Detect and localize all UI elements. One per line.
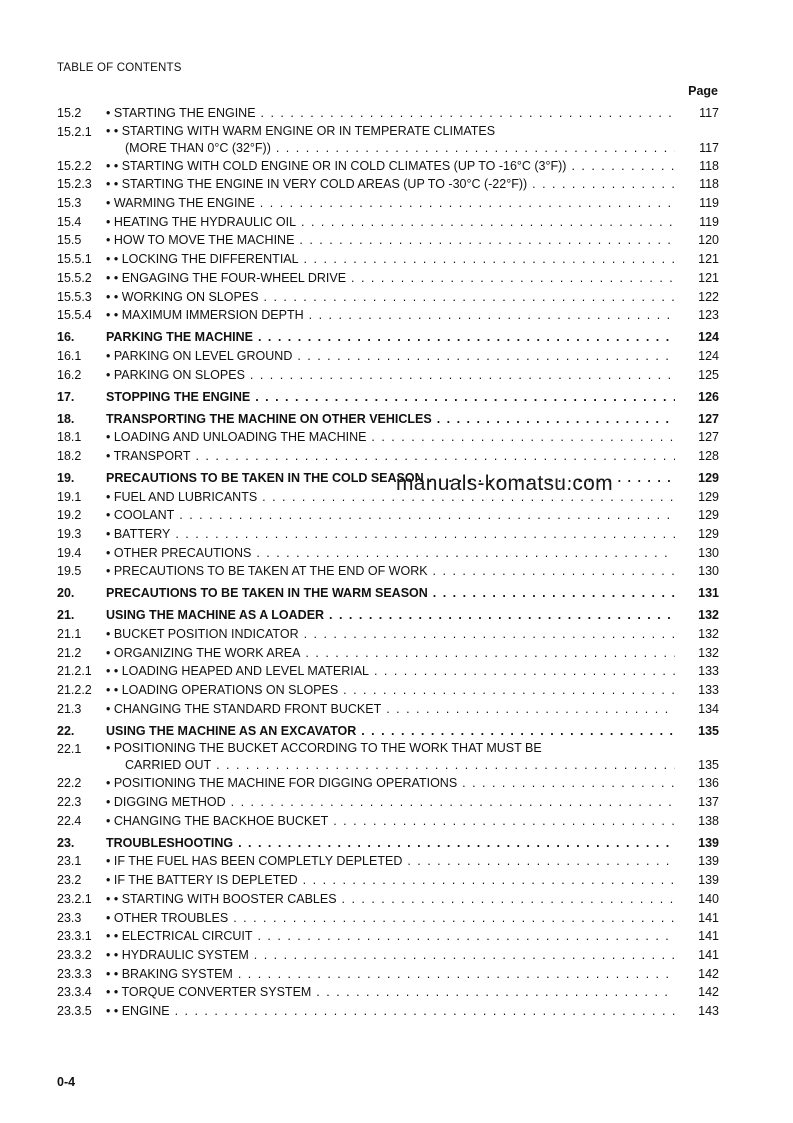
toc-title-box (106, 700, 675, 719)
toc-title-line (106, 388, 675, 407)
toc-title: • POSITIONING THE BUCKET ACCORDING TO THE WORK THAT MUST BE (106, 741, 542, 756)
toc-row[interactable] (57, 347, 719, 366)
toc-title-line (106, 194, 675, 213)
toc-row[interactable] (57, 428, 719, 447)
toc-title-box (106, 506, 675, 525)
toc-section-number: 19.1 (57, 489, 82, 504)
watermark: manuals-komatsu.com (396, 472, 613, 495)
toc-title-box (106, 157, 675, 176)
toc-row[interactable] (57, 774, 719, 793)
toc-section-number: 21.2.2 (57, 683, 92, 698)
toc-section-number: 23.2.1 (57, 891, 92, 906)
toc-row[interactable] (57, 544, 719, 563)
toc-page-number: 142 (698, 966, 719, 981)
toc-section-number: 15.3 (57, 196, 82, 211)
toc-section-number: 19.2 (57, 508, 82, 523)
toc-page-number: 123 (698, 308, 719, 323)
toc-title-line (106, 104, 675, 123)
toc-title-line (106, 213, 675, 232)
toc-title-line (106, 774, 675, 793)
toc-title-box (106, 544, 675, 563)
toc-row[interactable] (57, 288, 719, 307)
toc-title-box (106, 306, 675, 325)
toc-row[interactable] (57, 447, 719, 466)
toc-section-number: 22.3 (57, 795, 82, 810)
toc-title-line (106, 834, 675, 853)
toc-row[interactable] (57, 562, 719, 581)
toc-title-line2: CARRIED OUT (125, 758, 212, 773)
toc-title-line (106, 428, 675, 447)
toc-title-box (106, 388, 675, 407)
toc-section-number: 23.2 (57, 873, 82, 888)
page-column-label: Page (688, 84, 718, 98)
toc-title: • PARKING ON SLOPES (106, 367, 245, 382)
toc-title-line (106, 644, 675, 663)
toc-title-line (106, 946, 675, 965)
toc-title-line (106, 606, 675, 625)
toc-row[interactable] (57, 194, 719, 213)
toc-section-row[interactable] (57, 584, 719, 603)
toc-section-number: 15.5.2 (57, 270, 92, 285)
toc-page-number: 121 (698, 270, 719, 285)
toc-title-box (106, 194, 675, 213)
toc-title-line (106, 562, 675, 581)
toc-title: • POSITIONING THE MACHINE FOR DIGGING OPERATIONS (106, 776, 458, 791)
toc-title-line (106, 157, 675, 176)
toc-section-number: 23.3.3 (57, 966, 92, 981)
toc-title: TROUBLESHOOTING (106, 835, 234, 850)
toc-section-number: 15.4 (57, 214, 82, 229)
toc-title: PARKING THE MACHINE (106, 330, 253, 345)
toc-title: • • STARTING WITH COLD ENGINE OR IN COLD CLIMATES (UP TO -16°C (3°F)) (106, 158, 567, 173)
toc-title: • • MAXIMUM IMMERSION DEPTH (106, 308, 304, 323)
toc-title-box (106, 606, 675, 625)
toc-title: • DIGGING METHOD (106, 795, 226, 810)
toc-row[interactable] (57, 1002, 719, 1021)
toc-section-number: 23.3.1 (57, 929, 92, 944)
toc-page-number: 120 (698, 233, 719, 248)
toc-title-box (106, 447, 675, 466)
toc-page-number: 133 (698, 664, 719, 679)
toc-title-box (106, 983, 675, 1002)
toc-title: PRECAUTIONS TO BE TAKEN IN THE COLD SEASON (106, 470, 424, 485)
toc-title-line (106, 793, 675, 812)
toc-title-box (106, 123, 675, 157)
toc-title: • • HYDRAULIC SYSTEM (106, 947, 249, 962)
toc-row[interactable] (57, 965, 719, 984)
toc-title-line (106, 506, 675, 525)
toc-title-line (106, 722, 675, 741)
toc-section-row[interactable] (57, 606, 719, 625)
toc-section-number: 15.5 (57, 233, 82, 248)
toc-title-box (106, 965, 675, 984)
toc-page-number: 132 (698, 608, 719, 623)
toc-title-box (106, 250, 675, 269)
toc-title-line (106, 662, 675, 681)
toc-title-line (106, 890, 675, 909)
toc-row[interactable] (57, 927, 719, 946)
toc-page-number: 142 (698, 985, 719, 1000)
toc-row[interactable] (57, 871, 719, 890)
toc-page-number: 117 (699, 106, 719, 120)
toc-page-number: 137 (698, 795, 719, 810)
toc-section-number: 15.2.2 (57, 158, 92, 173)
toc-page-number: 126 (698, 389, 719, 404)
toc-section-number: 23.3.5 (57, 1003, 92, 1018)
toc-row[interactable] (57, 740, 719, 774)
toc-section-number: 18. (57, 411, 75, 426)
toc-title-line (106, 700, 675, 719)
toc-section-number: 22.2 (57, 776, 82, 791)
toc-title: • • BRAKING SYSTEM (106, 966, 233, 981)
toc-section-row[interactable] (57, 469, 719, 488)
toc-title: • CHANGING THE STANDARD FRONT BUCKET (106, 701, 382, 716)
toc-title-line (106, 306, 675, 325)
toc-section-number: 19.4 (57, 545, 82, 560)
toc-page-number: 119 (699, 196, 719, 211)
toc-page-number: 141 (698, 910, 719, 925)
toc-section-number: 15.5.4 (57, 308, 92, 323)
toc-title-box (106, 662, 675, 681)
toc-title-line (106, 965, 675, 984)
toc-section-row[interactable] (57, 722, 719, 741)
toc-page-number: 128 (698, 448, 719, 463)
toc-row[interactable] (57, 269, 719, 288)
toc-section-number: 23.3.4 (57, 985, 92, 1000)
toc-row[interactable] (57, 157, 719, 176)
toc-page-number: 127 (698, 430, 719, 445)
toc-title-continuation (106, 756, 675, 774)
toc-row[interactable] (57, 700, 719, 719)
toc-row[interactable] (57, 231, 719, 250)
toc-title-box (106, 871, 675, 890)
toc-title: USING THE MACHINE AS AN EXCAVATOR (106, 723, 357, 738)
toc-title-box (106, 584, 675, 603)
toc-title-line (106, 525, 675, 544)
toc-title-box (106, 410, 675, 429)
toc-title-line (106, 681, 675, 700)
toc-page-number: 139 (698, 835, 719, 850)
footer-page-number: 0-4 (57, 1075, 76, 1089)
toc-title: • • STARTING THE ENGINE IN VERY COLD AREAS (UP TO -30°C (-22°F)) (106, 177, 528, 192)
toc-title-box (106, 269, 675, 288)
toc-section-number: 22. (57, 723, 75, 738)
toc-title-line (106, 269, 675, 288)
toc-title-box (106, 328, 675, 347)
toc-title: • • WORKING ON SLOPES (106, 289, 259, 304)
toc-section-number: 18.2 (57, 448, 82, 463)
toc-title-line (106, 175, 675, 194)
toc-section-number: 17. (57, 389, 75, 404)
toc-title-line (106, 347, 675, 366)
toc-title: • WARMING THE ENGINE (106, 196, 255, 211)
toc-title: • OTHER PRECAUTIONS (106, 545, 252, 560)
toc-section-number: 21. (57, 608, 75, 623)
toc-page-number: 130 (698, 545, 719, 560)
toc-section-number: 22.1 (57, 742, 82, 757)
toc-page-number: 140 (698, 891, 719, 906)
toc-section-number: 21.3 (57, 701, 82, 716)
toc-title-line (106, 852, 675, 871)
toc-page-number: 139 (698, 854, 719, 869)
toc-title-line (106, 250, 675, 269)
toc-title-box (106, 852, 675, 871)
toc-title: • IF THE BATTERY IS DEPLETED (106, 873, 298, 888)
toc-title: • • LOADING HEAPED AND LEVEL MATERIAL (106, 664, 369, 679)
toc-page-number: 118 (699, 158, 719, 173)
toc-section-number: 15.5.1 (57, 252, 92, 267)
toc-page-number: 135 (698, 758, 719, 773)
toc-title-box (106, 525, 675, 544)
toc-section-row[interactable] (57, 410, 719, 429)
toc-page-number: 138 (698, 813, 719, 828)
toc-section-number: 16.2 (57, 367, 82, 382)
toc-page-number: 141 (698, 947, 719, 962)
toc-row[interactable] (57, 852, 719, 871)
toc-title: • PARKING ON LEVEL GROUND (106, 348, 293, 363)
toc-section-number: 21.2 (57, 645, 82, 660)
toc-row[interactable] (57, 250, 719, 269)
toc-row[interactable] (57, 793, 719, 812)
toc-title: • • STARTING WITH BOOSTER CABLES (106, 891, 337, 906)
toc-section-number: 15.5.3 (57, 289, 92, 304)
toc-title-line (106, 544, 675, 563)
toc-section-number: 18.1 (57, 430, 82, 445)
toc-title-box (106, 213, 675, 232)
toc-page-number: 118 (699, 177, 719, 192)
toc-page-number: 129 (698, 470, 719, 485)
toc-title-line (106, 231, 675, 250)
toc-row[interactable] (57, 306, 719, 325)
toc-title-box (106, 793, 675, 812)
toc-title-box (106, 175, 675, 194)
toc-title-box (106, 366, 675, 385)
toc-title: • • ENGAGING THE FOUR-WHEEL DRIVE (106, 270, 347, 285)
toc-title: • • TORQUE CONVERTER SYSTEM (106, 985, 312, 1000)
toc-row[interactable] (57, 104, 719, 123)
toc-page-number: 117 (699, 140, 719, 155)
toc-section-number: 15.2.3 (57, 177, 92, 192)
toc-row[interactable] (57, 890, 719, 909)
toc-row[interactable] (57, 983, 719, 1002)
toc-section-row[interactable] (57, 388, 719, 407)
toc-title-box (106, 104, 675, 123)
toc-page-number: 129 (698, 508, 719, 523)
toc-page-number: 119 (699, 214, 719, 229)
toc-title-box (106, 625, 675, 644)
toc-page-number: 132 (698, 626, 719, 641)
toc-section-number: 16.1 (57, 348, 82, 363)
toc-row[interactable] (57, 644, 719, 663)
toc-title: • IF THE FUEL HAS BEEN COMPLETLY DEPLETED (106, 854, 403, 869)
toc-title-line (106, 288, 675, 307)
toc-page-number: 122 (698, 289, 719, 304)
toc-title: • LOADING AND UNLOADING THE MACHINE (106, 430, 367, 445)
toc-title-box (106, 890, 675, 909)
toc-page-number: 121 (698, 252, 719, 267)
toc-title-line (106, 927, 675, 946)
toc-page-number: 139 (698, 873, 719, 888)
toc-title-line (106, 410, 675, 429)
toc-title: • OTHER TROUBLES (106, 910, 229, 925)
toc-title: • • ELECTRICAL CIRCUIT (106, 929, 253, 944)
toc-title-line (106, 366, 675, 385)
toc-row[interactable] (57, 625, 719, 644)
toc-section-number: 20. (57, 586, 75, 601)
toc-section-number: 15.2.1 (57, 124, 92, 139)
toc-section-number: 16. (57, 330, 75, 345)
toc-title: USING THE MACHINE AS A LOADER (106, 608, 325, 623)
toc-title: • HOW TO MOVE THE MACHINE (106, 233, 295, 248)
toc-section-number: 23. (57, 835, 75, 850)
toc-row[interactable] (57, 909, 719, 928)
toc-title: PRECAUTIONS TO BE TAKEN IN THE WARM SEASON (106, 586, 428, 601)
toc-title: • PRECAUTIONS TO BE TAKEN AT THE END OF WORK (106, 564, 428, 579)
toc-title: • ORGANIZING THE WORK AREA (106, 645, 301, 660)
toc-title: • • LOADING OPERATIONS ON SLOPES (106, 683, 339, 698)
toc-page-number: 127 (698, 411, 719, 426)
toc-row[interactable] (57, 662, 719, 681)
toc-title: • FUEL AND LUBRICANTS (106, 489, 258, 504)
toc-title-box (106, 231, 675, 250)
toc-title: • TRANSPORT (106, 448, 191, 463)
toc-page-number: 130 (698, 564, 719, 579)
toc-section-number: 23.1 (57, 854, 82, 869)
toc-title-box (106, 347, 675, 366)
toc-page-number: 131 (698, 586, 719, 601)
toc-section-number: 23.3 (57, 910, 82, 925)
toc-row[interactable] (57, 946, 719, 965)
toc-page-number: 132 (698, 645, 719, 660)
toc-row[interactable] (57, 525, 719, 544)
toc-section-number: 22.4 (57, 813, 82, 828)
toc-row[interactable] (57, 681, 719, 700)
toc-title: • • ENGINE (106, 1003, 170, 1018)
toc-section-number: 15.2 (57, 106, 82, 120)
toc-title-line (106, 625, 675, 644)
toc-title-box (106, 946, 675, 965)
toc-title-line (106, 871, 675, 890)
toc-page-number: 124 (698, 348, 719, 363)
toc-title: • • STARTING WITH WARM ENGINE OR IN TEMPERATE CLIMATES (106, 123, 496, 138)
toc-title: • STARTING THE ENGINE (106, 106, 256, 120)
toc-section-number: 21.2.1 (57, 664, 92, 679)
toc-title-box (106, 562, 675, 581)
toc-row[interactable] (57, 812, 719, 831)
toc-title-box (106, 812, 675, 831)
toc-row[interactable] (57, 488, 719, 507)
toc-section-number: 19.5 (57, 564, 82, 579)
toc-title: TRANSPORTING THE MACHINE ON OTHER VEHICLES (106, 411, 432, 426)
toc-title-line (106, 584, 675, 603)
toc-heading: TABLE OF CONTENTS (57, 62, 182, 74)
toc-title: STOPPING THE ENGINE (106, 389, 251, 404)
toc-page-number: 129 (698, 526, 719, 541)
toc-row[interactable] (57, 506, 719, 525)
toc-section-number: 19. (57, 470, 75, 485)
toc-section-number: 23.3.2 (57, 947, 92, 962)
toc-title-line (106, 1002, 675, 1021)
toc-page-number: 136 (698, 776, 719, 791)
toc-row[interactable] (57, 366, 719, 385)
toc-title-continuation (106, 139, 675, 157)
toc-title: • BUCKET POSITION INDICATOR (106, 626, 299, 641)
toc-row[interactable] (57, 175, 719, 194)
toc-page-number: 134 (698, 701, 719, 716)
toc-title-box (106, 740, 675, 774)
toc-title-box (106, 722, 675, 741)
toc-list (57, 104, 719, 1021)
toc-title-box (106, 909, 675, 928)
toc-title-box (106, 927, 675, 946)
toc-title: • CHANGING THE BACKHOE BUCKET (106, 813, 329, 828)
toc-title-line (106, 983, 675, 1002)
toc-row[interactable] (57, 213, 719, 232)
toc-title-box (106, 288, 675, 307)
toc-page-number: 125 (698, 367, 719, 382)
toc-title-box (106, 428, 675, 447)
toc-page-number: 141 (698, 929, 719, 944)
toc-title-line (106, 328, 675, 347)
toc-page-number: 124 (698, 330, 719, 345)
toc-section-row[interactable] (57, 328, 719, 347)
toc-title-line2: (MORE THAN 0°C (32°F)) (125, 140, 271, 155)
toc-section-row[interactable] (57, 834, 719, 853)
toc-title-line (106, 812, 675, 831)
toc-title-line (106, 447, 675, 466)
toc-title-box (106, 644, 675, 663)
toc-title-line (106, 909, 675, 928)
toc-row[interactable] (57, 123, 719, 157)
toc-page-number: 129 (698, 489, 719, 504)
toc-title: • BATTERY (106, 526, 171, 541)
toc-title-box (106, 774, 675, 793)
toc-title-box (106, 1002, 675, 1021)
toc-title-box (106, 834, 675, 853)
toc-page-number: 143 (698, 1003, 719, 1018)
toc-page-number: 133 (698, 683, 719, 698)
toc-title: • COOLANT (106, 508, 175, 523)
toc-page-number: 135 (698, 723, 719, 738)
toc-title: • HEATING THE HYDRAULIC OIL (106, 214, 297, 229)
toc-title-box (106, 681, 675, 700)
toc-section-number: 19.3 (57, 526, 82, 541)
toc-section-number: 21.1 (57, 626, 82, 641)
toc-title: • • LOCKING THE DIFFERENTIAL (106, 252, 299, 267)
